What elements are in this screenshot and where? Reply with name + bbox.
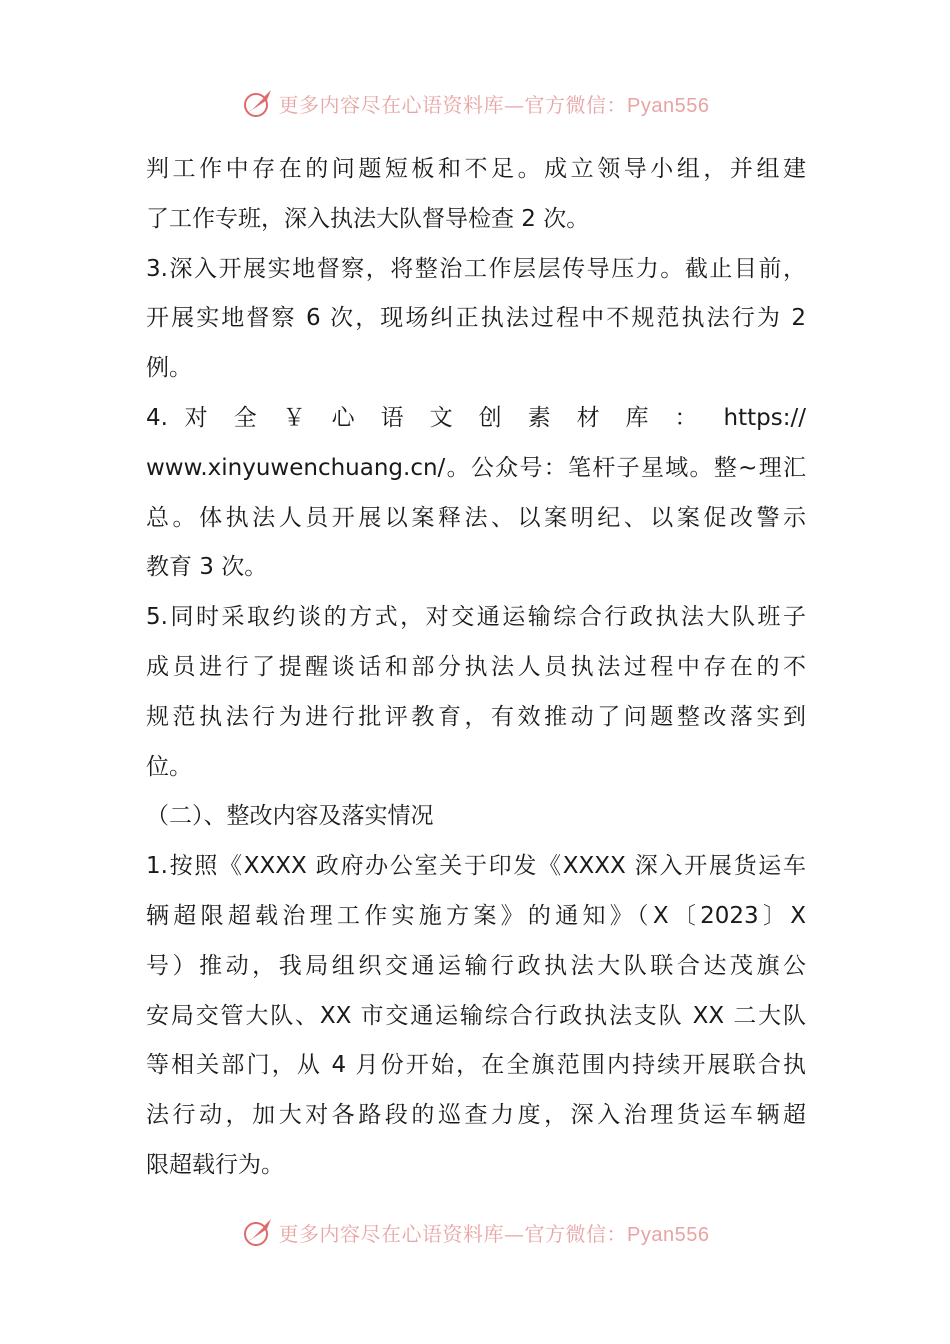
- text-line: 总。体执法人员开展以案释法、以案明纪、以案促改警示: [146, 504, 806, 531]
- text-line: 成员进行了提醒谈话和部分执法人员执法过程中存在的不: [146, 653, 806, 680]
- watermark-banner-bottom: [0, 1212, 950, 1252]
- watermark-handle: Pyan556: [627, 94, 710, 117]
- watermark-handle: Pyan556: [627, 1223, 710, 1246]
- text-line: 3.深入开展实地督察，将整治工作层层传导压力。截止目前，: [146, 255, 806, 282]
- text-line: 了工作专班，深入执法大队督导检查 2 次。: [146, 205, 590, 232]
- text-line: 辆超限超载治理工作实施方案》的通知》（X〔2023〕X: [146, 902, 806, 929]
- text-line: 例。: [146, 355, 192, 382]
- text-line: 判工作中存在的问题短板和不足。成立领导小组，并组建: [146, 156, 806, 182]
- text-line: 法行动，加大对各路段的巡查力度，深入治理货运车辆超: [146, 1102, 806, 1129]
- text-line: 安局交管大队、XX 市交通运输综合行政执法支队 XX 二大队: [146, 1002, 806, 1029]
- text-line: www.xinyuwenchuang.cn/。公众号：笔杆子星域。整~理汇: [146, 454, 806, 481]
- quill-logo-icon: [241, 86, 275, 120]
- text-line: 5.同时采取约谈的方式，对交通运输综合行政执法大队班子: [146, 604, 806, 631]
- text-line: 限超载行为。: [146, 1151, 284, 1178]
- text-line: 1.按照《XXXX 政府办公室关于印发《XXXX 深入开展货运车: [146, 853, 806, 880]
- watermark-text: 更多内容尽在心语资料库—官方微信：Pyan556: [278, 1221, 710, 1246]
- watermark-banner-top: [0, 83, 950, 123]
- text-line: 位。: [146, 753, 192, 780]
- text-line: 教育 3 次。: [146, 554, 268, 581]
- quill-logo-icon: [241, 1215, 275, 1249]
- body-text: [146, 145, 806, 1191]
- text-line: 4. 对 全 ￥ 心 语 文 创 素 材 库 ： https://: [146, 404, 806, 431]
- watermark-text: 更多内容尽在心语资料库—官方微信：Pyan556: [278, 92, 710, 117]
- text-line: 开展实地督察 6 次，现场纠正执法过程中不规范执法行为 2: [146, 305, 806, 332]
- section-heading: （二）、整改内容及落实情况: [146, 803, 434, 830]
- text-line: 等相关部门，从 4 月份开始，在全旗范围内持续开展联合执: [146, 1052, 806, 1079]
- text-line: 号）推动，我局组织交通运输行政执法大队联合达茂旗公: [146, 952, 806, 979]
- text-line: 规范执法行为进行批评教育，有效推动了问题整改落实到: [146, 703, 806, 730]
